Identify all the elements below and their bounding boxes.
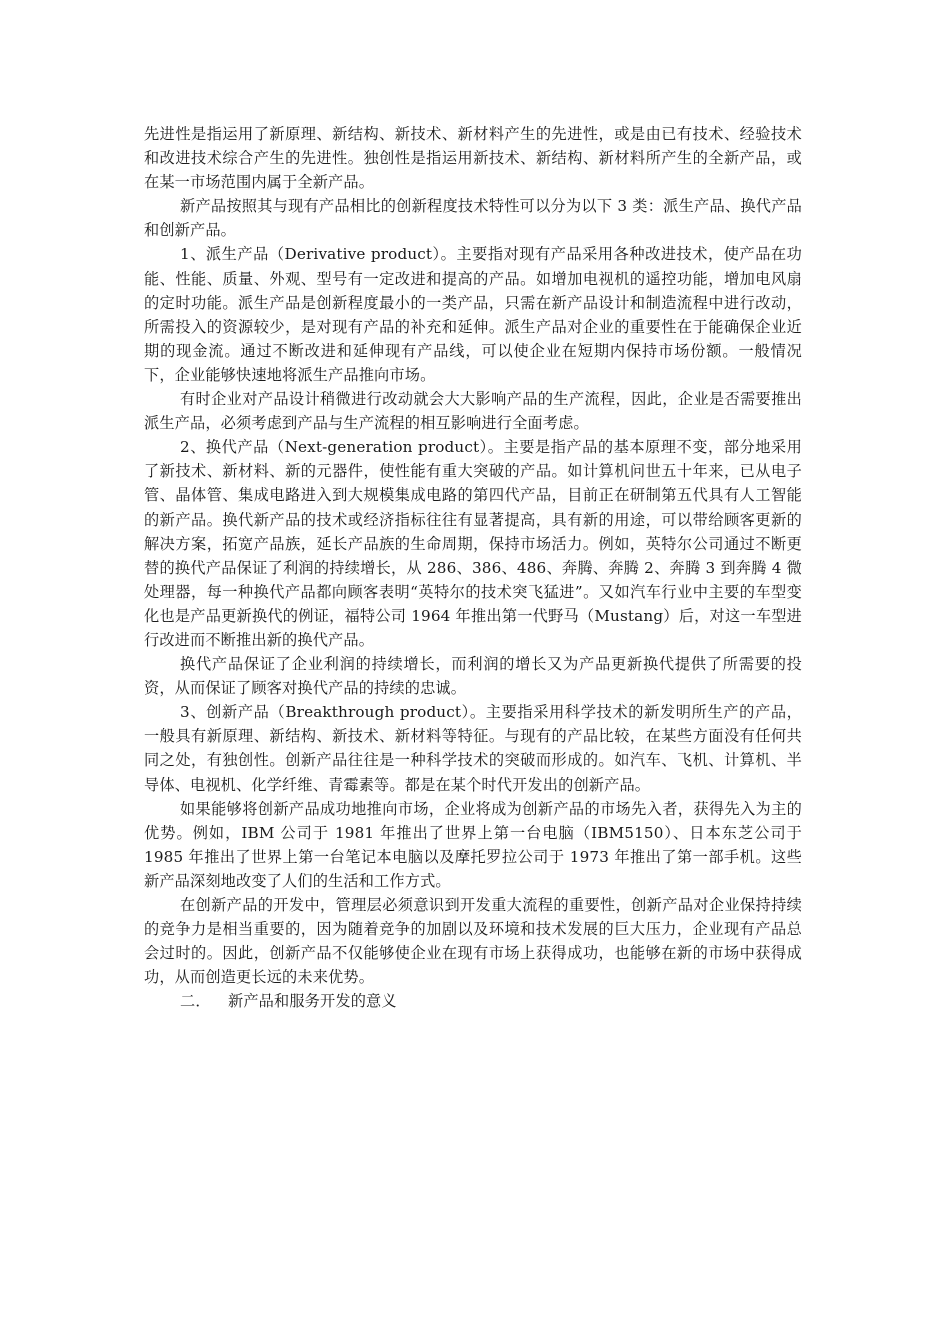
paragraph-advancement: 先进性是指运用了新原理、新结构、新技术、新材料产生的先进性，或是由已有技术、经验技术和改进技术综合产生的先进性。独创性是指运用新技术、新结构、新材料所产生的全新产品，或在某一市场范围内属于全新产品。	[144, 125, 802, 192]
section-heading	[144, 989, 802, 1013]
document-body	[144, 122, 802, 1013]
section-number: 二．	[180, 992, 211, 1011]
section-title: 新产品和服务开发的意义	[228, 992, 397, 1011]
paragraph-next-generation-profit: 换代产品保证了企业利润的持续增长，而利润的增长又为产品更新换代提供了所需要的投资，从而保证了顾客对换代产品的持续的忠诚。	[144, 655, 802, 698]
paragraph-breakthrough-product: 3、创新产品（Breakthrough product）。主要指采用科学技术的新发明所生产的产品，一般具有新原理、新结构、新技术、新材料等特征。与现有的产品比较，在某些方面没有任何共同之处，有独创性。创新产品往往是一种科学技术的突破而形成的。如汽车、飞机、计算机、半导体、电视机、化学纤维、青霉素等。都是在某个时代开发出的创新产品。	[144, 703, 802, 794]
paragraph-derivative-process: 有时企业对产品设计稍微进行改动就会大大影响产品的生产流程，因此，企业是否需要推出派生产品，必须考虑到产品与生产流程的相互影响进行全面考虑。	[144, 390, 802, 433]
paragraph-classification: 新产品按照其与现有产品相比的创新程度技术特性可以分为以下 3 类：派生产品、换代产品和创新产品。	[144, 197, 802, 240]
paragraph-derivative-product: 1、派生产品（Derivative product）。主要指对现有产品采用各种改进技术，使产品在功能、性能、质量、外观、型号有一定改进和提高的产品。如增加电视机的遥控功能，增加电风扇的定时功能。派生产品是创新程度最小的一类产品，只需在新产品设计和制造流程中进行改动，所需投入的资源较少，是对现有产品的补充和延伸。派生产品对企业的重要性在于能确保企业近期的现金流。通过不断改进和延伸现有产品线，可以使企业在短期内保持市场份额。一般情况下，企业能够快速地将派生产品推向市场。	[144, 245, 802, 384]
paragraph-first-mover: 如果能够将创新产品成功地推向市场，企业将成为创新产品的市场先入者，获得先入为主的优势。例如，IBM 公司于 1981 年推出了世界上第一台电脑（IBM5150）、日本东芝公司于 1985 年推出了世界上第一台笔记本电脑以及摩托罗拉公司于 1973 年推出了第一部手机。这些新产品深刻地改变了人们的生活和工作方式。	[144, 799, 802, 890]
paragraph-management-awareness: 在创新产品的开发中，管理层必须意识到开发重大流程的重要性，创新产品对企业保持持续的竞争力是相当重要的，因为随着竞争的加剧以及环境和技术发展的巨大压力，企业现有产品总会过时的。因此，创新产品不仅能够使企业在现有市场上获得成功，也能够在新的市场中获得成功，从而创造更长远的未来优势。	[144, 896, 802, 987]
paragraph-next-generation-product: 2、换代产品（Next-generation product）。主要是指产品的基本原理不变，部分地采用了新技术、新材料、新的元器件，使性能有重大突破的产品。如计算机问世五十年来，已从电子管、晶体管、集成电路进入到大规模集成电路的第四代产品，目前正在研制第五代具有人工智能的新产品。换代新产品的技术或经济指标往往有显著提高，具有新的用途，可以带给顾客更新的解决方案，拓宽产品族，延长产品族的生命周期，保持市场活力。例如，英特尔公司通过不断更替的换代产品保证了利润的持续增长，从 286、386、486、奔腾、奔腾 2、奔腾 3 到奔腾 4 微处理器，每一种换代产品都向顾客表明“英特尔的技术突飞猛进”。又如汽车行业中主要的车型变化也是产品更新换代的例证，福特公司 1964 年推出第一代野马（Mustang）后，对这一车型进行改进而不断推出新的换代产品。	[144, 438, 802, 649]
